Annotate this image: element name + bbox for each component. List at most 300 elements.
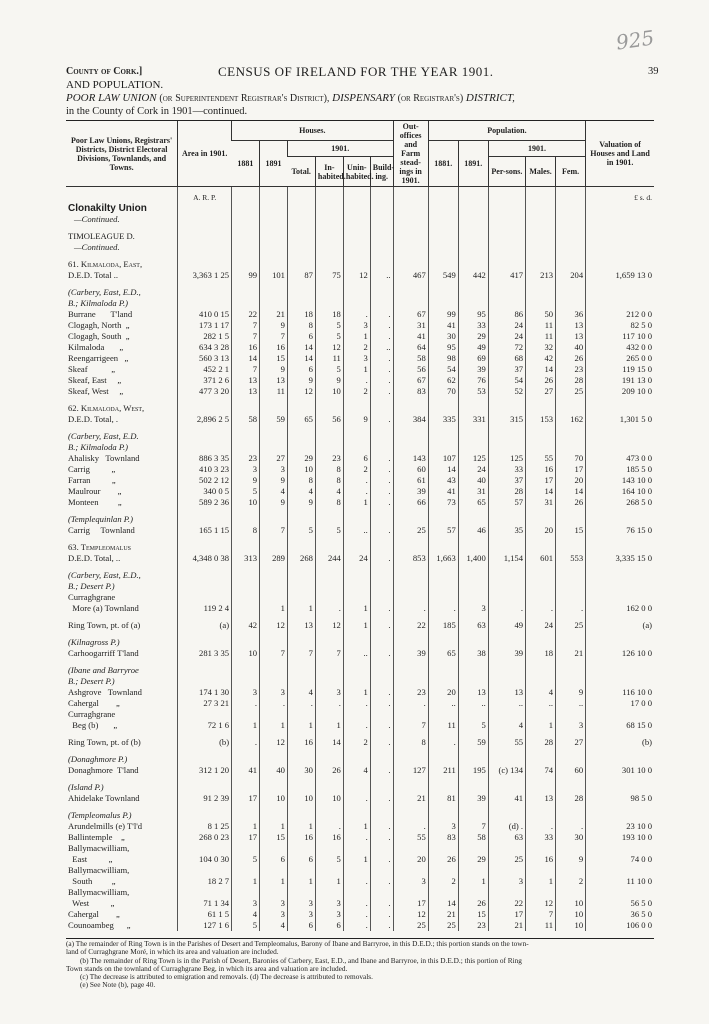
table-cell: 13 <box>556 320 586 331</box>
table-cell: 371 2 6 <box>178 375 232 386</box>
table-cell: 16 <box>287 737 315 748</box>
table-cell: 7 <box>458 821 488 832</box>
row-label: Carrig Townland <box>68 525 135 535</box>
col-uninhabited: Unin-habited. <box>343 157 370 187</box>
table-cell: 23 10 0 <box>586 821 654 832</box>
table-cell: 83 <box>428 832 458 843</box>
table-cell: 4 <box>343 765 370 776</box>
table-row <box>66 698 654 709</box>
table-cell: (b) <box>586 737 654 748</box>
table-cell: 26 <box>458 898 488 909</box>
heading-row <box>66 810 654 821</box>
row-label: Burrane T'land <box>68 309 133 319</box>
table-cell: 4 <box>232 909 260 920</box>
table-cell: 3 <box>343 320 370 331</box>
table-cell: 3 <box>315 687 343 698</box>
table-cell: 25 <box>556 620 586 631</box>
table-cell: . <box>428 603 458 614</box>
table-cell: 57 <box>488 497 525 508</box>
table-cell: 9 <box>260 475 288 486</box>
col-houses-1901: 1901. <box>287 141 393 157</box>
row-label: Ballintemple „ <box>68 832 125 842</box>
table-cell: . <box>526 821 556 832</box>
table-cell: . <box>393 603 428 614</box>
table-cell: 30 <box>428 331 458 342</box>
table-cell: 1 <box>315 720 343 731</box>
table-cell: 3 <box>260 464 288 475</box>
table-cell: . <box>315 698 343 709</box>
table-cell: 268 5 0 <box>586 497 654 508</box>
table-cell: 1 <box>260 876 288 887</box>
row-label: 61. Kilmaloda, East, <box>68 259 143 269</box>
table-cell: 1 <box>260 603 288 614</box>
table-cell: 41 <box>488 793 525 804</box>
table-cell: 12 <box>315 620 343 631</box>
table-cell: 65 <box>287 414 315 425</box>
table-cell: 23 <box>315 453 343 464</box>
table-cell: 40 <box>260 765 288 776</box>
table-cell: 14 <box>526 486 556 497</box>
table-cell: 91 2 39 <box>178 793 232 804</box>
table-cell: 15 <box>260 832 288 843</box>
row-label: B.; Kilmaloda P.) <box>68 442 128 452</box>
table-cell: 1 <box>343 821 370 832</box>
table-row <box>66 353 654 364</box>
table-cell: 5 <box>232 854 260 865</box>
table-cell: 11 <box>526 320 556 331</box>
table-cell: 473 0 0 <box>586 453 654 464</box>
table-cell: 98 <box>428 353 458 364</box>
table-cell: 27 <box>556 737 586 748</box>
row-label: Ballymacwilliam, <box>68 887 130 897</box>
table-cell: 41 <box>428 320 458 331</box>
table-cell: .. <box>343 525 370 536</box>
table-cell: 87 <box>287 270 315 281</box>
table-cell: 33 <box>526 832 556 843</box>
table-cell: 95 <box>458 309 488 320</box>
row-label: (Carbery, East, E.D., <box>68 570 141 580</box>
col-houses: Houses. <box>232 121 393 141</box>
row-label: Farran „ <box>68 475 116 485</box>
subtitle-or: (or <box>159 93 173 104</box>
table-cell: . <box>370 920 393 931</box>
table-row <box>66 765 654 776</box>
table-cell: . <box>370 832 393 843</box>
table-cell: .. <box>526 698 556 709</box>
table-cell: 16 <box>526 464 556 475</box>
table-cell: 9 <box>343 414 370 425</box>
table-cell: 10 <box>260 793 288 804</box>
table-cell: . <box>370 698 393 709</box>
table-cell: 61 <box>393 475 428 486</box>
table-cell: 5 <box>315 364 343 375</box>
table-cell: 28 <box>526 737 556 748</box>
table-cell: 56 <box>315 414 343 425</box>
row-label: Ashgrove Townland <box>68 687 142 697</box>
table-cell: 29 <box>287 453 315 464</box>
table-cell: 24 <box>526 620 556 631</box>
table-cell: 70 <box>428 386 458 397</box>
heading-row <box>66 403 654 414</box>
table-cell: 3 <box>232 464 260 475</box>
table-cell: 41 <box>428 486 458 497</box>
table-cell: 7 <box>232 331 260 342</box>
table-cell: 55 <box>393 832 428 843</box>
footnote-line: (b) The remainder of Ring Town is in the Parish of Desert, Baronies of Carbery, East, E.D., and Ibane and Barryroe, in this D.E.D.; this portion of Ring <box>80 955 522 965</box>
table-cell: 86 <box>488 309 525 320</box>
table-cell: . <box>488 603 525 614</box>
table-cell: 14 <box>428 464 458 475</box>
table-cell: 191 13 0 <box>586 375 654 386</box>
table-cell: 1 <box>232 720 260 731</box>
table-cell: 9 <box>556 854 586 865</box>
table-cell: 589 2 36 <box>178 497 232 508</box>
table-cell: 1 <box>260 720 288 731</box>
table-cell: . <box>343 832 370 843</box>
table-cell: 27 <box>260 453 288 464</box>
row-label: (Kilnagross P.) <box>68 637 120 647</box>
table-cell: 7 <box>232 364 260 375</box>
table-cell: 209 10 0 <box>586 386 654 397</box>
table-cell: 281 3 35 <box>178 648 232 659</box>
table-cell: 10 <box>556 909 586 920</box>
table-cell: 3 <box>287 898 315 909</box>
table-cell: 27 3 21 <box>178 698 232 709</box>
heading-row <box>66 298 654 309</box>
table-cell: 41 <box>393 331 428 342</box>
table-cell: . <box>370 620 393 631</box>
table-cell: 193 10 0 <box>586 832 654 843</box>
table-cell: 3 <box>488 876 525 887</box>
table-cell: 72 1 6 <box>178 720 232 731</box>
table-cell: 1 <box>343 620 370 631</box>
table-cell: 119 2 4 <box>178 603 232 614</box>
table-cell: 29 <box>458 854 488 865</box>
table-cell: 13 <box>287 620 315 631</box>
table-cell: 74 0 0 <box>586 854 654 865</box>
table-cell: 17 <box>526 475 556 486</box>
table-cell: 72 <box>488 342 525 353</box>
table-cell: 37 <box>488 364 525 375</box>
table-row <box>66 270 654 281</box>
table-cell: 312 1 20 <box>178 765 232 776</box>
col-area: Area in 1901. <box>178 121 232 187</box>
table-row <box>66 364 654 375</box>
table-cell: . <box>428 737 458 748</box>
table-cell: 49 <box>458 342 488 353</box>
table-cell: 18 <box>287 309 315 320</box>
subtitle-district: DISTRICT, <box>465 92 515 104</box>
col-total: Total. <box>287 157 315 187</box>
table-cell: 5 <box>287 525 315 536</box>
row-label: West „ <box>68 898 115 908</box>
col-females: Fem. <box>556 157 586 187</box>
table-cell: 11 <box>526 331 556 342</box>
table-cell: 3 <box>260 687 288 698</box>
table-cell: . <box>370 898 393 909</box>
table-cell: . <box>370 737 393 748</box>
subtitle-county-line: in the County of Cork in 1901—continued. <box>66 106 248 117</box>
heading-row <box>66 782 654 793</box>
table-cell: 853 <box>393 553 428 564</box>
page-number: 39 <box>648 66 659 77</box>
table-cell: . <box>343 793 370 804</box>
table-cell: .. <box>428 698 458 709</box>
table-cell: 2 <box>343 737 370 748</box>
row-label: B.; Desert P.) <box>68 676 115 686</box>
table-cell: .. <box>488 698 525 709</box>
table-cell: 101 <box>260 270 288 281</box>
census-table <box>66 120 654 931</box>
table-cell: 1,301 5 0 <box>586 414 654 425</box>
table-cell: . <box>526 603 556 614</box>
table-cell: 38 <box>458 648 488 659</box>
table-cell: . <box>343 920 370 931</box>
table-row <box>66 603 654 614</box>
table-cell: 21 <box>488 920 525 931</box>
table-cell: 54 <box>428 364 458 375</box>
table-cell: 98 5 0 <box>586 793 654 804</box>
table-cell: 410 0 15 <box>178 309 232 320</box>
table-cell: 11 <box>428 720 458 731</box>
table-row <box>66 909 654 920</box>
table-cell: 8 <box>287 475 315 486</box>
table-cell: 16 <box>232 342 260 353</box>
table-cell: 8 <box>315 464 343 475</box>
table-cell: 39 <box>488 648 525 659</box>
heading-row <box>66 242 654 253</box>
table-cell: 1 <box>343 603 370 614</box>
row-label: Arundelmills (e) T'l'd <box>68 821 143 831</box>
table-cell: 13 <box>458 687 488 698</box>
row-label: —Continued. <box>74 214 120 224</box>
row-label: Ballymacwilliam, <box>68 843 130 853</box>
table-cell: 10 <box>315 793 343 804</box>
table-cell: 9 <box>232 475 260 486</box>
row-label: Counoambeg „ <box>68 920 131 930</box>
table-cell: 42 <box>526 353 556 364</box>
table-cell: .. <box>556 698 586 709</box>
table-cell: 82 5 0 <box>586 320 654 331</box>
table-cell: 3 <box>315 909 343 920</box>
table-cell: 10 <box>556 898 586 909</box>
table-cell: 1 <box>343 854 370 865</box>
table-row <box>66 386 654 397</box>
row-label: (Carbery, East, E.D. <box>68 431 139 441</box>
table-cell: 22 <box>232 309 260 320</box>
table-cell: 95 <box>428 342 458 353</box>
table-cell: 15 <box>260 353 288 364</box>
table-cell: 212 0 0 <box>586 309 654 320</box>
table-cell: 1,154 <box>488 553 525 564</box>
row-label: TIMOLEAGUE D. <box>68 231 135 241</box>
table-cell: . <box>370 486 393 497</box>
table-row <box>66 737 654 748</box>
table-cell: 162 <box>556 414 586 425</box>
table-cell: 52 <box>488 386 525 397</box>
county-label: County of Cork.] <box>66 66 143 77</box>
table-row <box>66 648 654 659</box>
table-cell: 4 <box>488 720 525 731</box>
table-cell: 76 <box>458 375 488 386</box>
table-cell: 50 <box>526 309 556 320</box>
table-cell: . <box>370 386 393 397</box>
row-label: Donaghmore T'land <box>68 765 139 775</box>
table-cell: 213 <box>526 270 556 281</box>
table-cell: . <box>343 909 370 920</box>
table-cell: 28 <box>488 486 525 497</box>
table-cell: 265 0 0 <box>586 353 654 364</box>
row-label: B.; Desert P.) <box>68 581 115 591</box>
table-cell: (a) <box>178 620 232 631</box>
table-cell: 335 <box>428 414 458 425</box>
table-cell: 10 <box>315 386 343 397</box>
table-cell: 14 <box>232 353 260 364</box>
table-cell: 10 <box>232 497 260 508</box>
table-cell: . <box>370 320 393 331</box>
table-cell: 24 <box>488 320 525 331</box>
table-cell: (c) 134 <box>488 765 525 776</box>
table-cell: . <box>393 698 428 709</box>
heading-row <box>66 676 654 687</box>
table-cell: 886 3 35 <box>178 453 232 464</box>
table-cell: 195 <box>458 765 488 776</box>
table-cell: 104 0 30 <box>178 854 232 865</box>
table-cell: 282 1 5 <box>178 331 232 342</box>
table-cell: 39 <box>393 648 428 659</box>
table-row <box>66 309 654 320</box>
table-cell: 268 0 23 <box>178 832 232 843</box>
row-label: Skeaf „ <box>68 364 116 374</box>
table-cell: 4 <box>287 486 315 497</box>
table-cell: 68 15 0 <box>586 720 654 731</box>
table-cell: 16 <box>315 832 343 843</box>
table-cell: 1 <box>343 687 370 698</box>
table-cell: . <box>370 453 393 464</box>
table-cell: 5 <box>315 331 343 342</box>
row-label: (Donaghmore P.) <box>68 754 128 764</box>
col-inhabited: In-habited. <box>315 157 343 187</box>
table-cell: 18 <box>315 309 343 320</box>
table-cell: 28 <box>556 793 586 804</box>
col-pop-1901: 1901. <box>488 141 585 157</box>
table-cell: 23 <box>393 687 428 698</box>
col-males: Males. <box>526 157 556 187</box>
table-cell: 13 <box>488 687 525 698</box>
table-cell: 5 <box>315 525 343 536</box>
table-cell: 55 <box>526 453 556 464</box>
row-label: Carrig „ <box>68 464 116 474</box>
row-label: Maulrour „ <box>68 486 122 496</box>
handwritten-page-stamp: 925 <box>614 25 656 55</box>
table-cell: . <box>343 475 370 486</box>
table-cell: 601 <box>526 553 556 564</box>
table-cell: 204 <box>556 270 586 281</box>
table-cell: 74 <box>526 765 556 776</box>
table-cell: 13 <box>232 375 260 386</box>
table-cell: 11 10 0 <box>586 876 654 887</box>
table-cell: 8 <box>315 475 343 486</box>
table-cell: . <box>370 854 393 865</box>
table-cell: 164 10 0 <box>586 486 654 497</box>
table-cell: 22 <box>393 620 428 631</box>
table-cell: (d) . <box>488 821 525 832</box>
table-cell: . <box>343 309 370 320</box>
table-cell: 13 <box>556 331 586 342</box>
table-cell: 12 <box>287 386 315 397</box>
table-cell: 25 <box>488 854 525 865</box>
table-cell: . <box>287 698 315 709</box>
table-cell: 126 10 0 <box>586 648 654 659</box>
table-cell: 2,896 2 5 <box>178 414 232 425</box>
table-row <box>66 687 654 698</box>
table-cell: 417 <box>488 270 525 281</box>
table-cell: 17 <box>556 464 586 475</box>
table-cell: 16 <box>526 854 556 865</box>
row-label: Beg (b) „ <box>68 720 118 730</box>
table-cell: 384 <box>393 414 428 425</box>
table-cell: 18 2 7 <box>178 876 232 887</box>
table-cell: 22 <box>488 898 525 909</box>
heading-row <box>66 592 654 603</box>
table-cell: 331 <box>458 414 488 425</box>
table-cell: 63 <box>488 832 525 843</box>
table-cell: 21 <box>556 648 586 659</box>
row-label: Ahidelake Townland <box>68 793 140 803</box>
table-cell: 23 <box>556 364 586 375</box>
table-cell: 211 <box>428 765 458 776</box>
table-row <box>66 414 654 425</box>
table-cell: 39 <box>393 486 428 497</box>
table-cell: 63 <box>458 620 488 631</box>
table-cell: 58 <box>458 832 488 843</box>
table-cell: 315 <box>488 414 525 425</box>
table-cell: 31 <box>393 320 428 331</box>
table-cell: 119 15 0 <box>586 364 654 375</box>
table-cell: 99 <box>232 270 260 281</box>
col-pop-1881: 1881. <box>428 141 458 187</box>
table-cell: 9 <box>260 497 288 508</box>
table-cell: 442 <box>458 270 488 281</box>
table-cell: 3 <box>232 687 260 698</box>
table-cell: 23 <box>458 920 488 931</box>
table-cell: 143 <box>393 453 428 464</box>
heading-row <box>66 887 654 898</box>
table-cell: 24 <box>343 553 370 564</box>
table-cell: 36 <box>556 309 586 320</box>
table-cell: 69 <box>458 353 488 364</box>
table-cell: 10 <box>556 920 586 931</box>
table-cell: 560 3 13 <box>178 353 232 364</box>
table-row <box>66 720 654 731</box>
table-cell: 9 <box>315 375 343 386</box>
table-cell: 4 <box>287 687 315 698</box>
table-cell: 125 <box>458 453 488 464</box>
table-cell: 1 <box>526 720 556 731</box>
table-cell: 30 <box>556 832 586 843</box>
col-building: Build-ing. <box>370 157 393 187</box>
table-cell: 1 <box>287 821 315 832</box>
table-cell: 11 <box>315 353 343 364</box>
col-pop-1891: 1891. <box>458 141 488 187</box>
table-cell: 20 <box>428 687 458 698</box>
table-row <box>66 876 654 887</box>
table-cell: 3 <box>260 898 288 909</box>
table-cell: 70 <box>556 453 586 464</box>
table-cell: 99 <box>428 309 458 320</box>
table-cell: 3,335 15 0 <box>586 553 654 564</box>
table-cell: 8 <box>232 525 260 536</box>
